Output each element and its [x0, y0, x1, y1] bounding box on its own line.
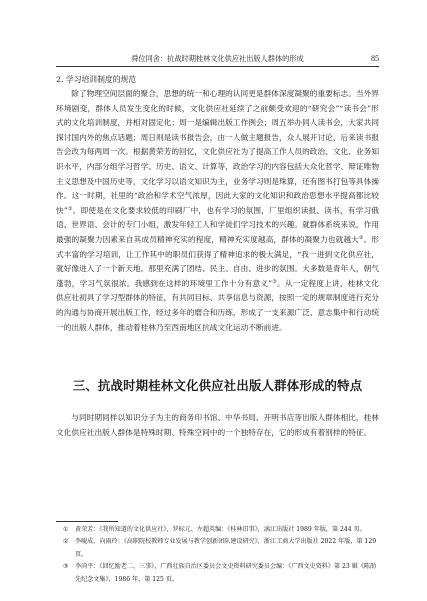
footnote-ref-2[interactable]: ② [358, 234, 364, 241]
section-heading: 三、抗战时期桂林文化供应社出版人群体形成的特点 [72, 378, 363, 393]
footnote-1-text: 黄荣芳：《我所知道的文化供应社》，罗标元、左超英编：《桂林旧事》，漓江出版社 1989 年版，第 244 页。 [75, 526, 366, 533]
running-header [56, 52, 379, 67]
page-number: 85 [371, 54, 379, 63]
footnote-2-text: 李岘成、向雨玲：《高职院校教师专业发展与教学创新团队建设研究》，浙江工商大学出版社 2022 年版，第 129 页。 [75, 538, 377, 558]
body-paragraph-1 [56, 87, 379, 335]
footnote-ref-1[interactable]: ① [67, 205, 73, 212]
footnote-3 [56, 561, 379, 586]
paragraph-1-part-3: 。形式丰富的学习培训，让工作其中的职员们获得了精神追求的极大满足，“我一进到文化供应社，就好像进入了一个新天地。那里充满了团结、民主、自由、进步的氛围。大多数是青年人，朝气蓬勃，学习气氛很浓。我感到在这样的环境里工作十分有意义” [56, 234, 380, 288]
footnote-3-text: 李尚平：《回忆励老二、三事》，广西壮族自治区委员会文史资料研究委员会编：《广西文史资料》第 23 辑《陈劭先纪念文集》，1986 年，第 125 页。 [75, 563, 377, 583]
paragraph-1-part-4: 。从一定程度上讲，桂林文化供应社初具了学习型群体的特征，有共同目标、共享信息与资源，按照一定的规章制度进行充分的沟通与协商开展出版工作，经过多年的磨合和历练，形成了一支来源广泛、意志集中和行动统一的出版人群体，推动着桂林乃至西南地区抗战文化运动不断前进。 [56, 278, 380, 332]
footnote-2 [56, 536, 379, 561]
footnote-2-number: ② [63, 538, 69, 546]
footnote-ref-3[interactable]: ③ [272, 278, 277, 285]
footnotes [56, 524, 379, 586]
footnote-3-number: ③ [63, 563, 69, 571]
footnote-divider [56, 521, 118, 522]
paragraph-2-text: 与同时期同样以知识分子为主的商务印书馆、中华书局、开明书店等出版人群体相比，桂林文化供应社出版人群体是特殊时期、特殊空间中的一个独特存在，它的形成有着别样的特征。 [56, 413, 379, 437]
subsection-heading: 2. 学习培训制度的规范 [56, 75, 137, 84]
paragraph-1-part-1: 除了物理空间层面的聚合，思想的统一和心理的认同更是群体深度凝聚的重要标志。当外界环境剧变，群体人员发生变化的时候，文化供应社延续了之前颇受欢迎的“研究会”“读书会”形式的文化培训制度，并相对固定化；周一是编辑出版工作例会；周五举办同人读书会，大家共同探讨国内外的焦点话题；周日则是读书报告会，由一人做主题报告，众人展开讨论，后来读书报告会改为每两周一次。根据黄荣芳的回忆，文化供应社为了提高工作人员的政治、文化、业务知识水平，内部分组学习哲学、历史、语文、计算等，政治学习的内容包括大众化哲学、辩证唯物主义思想及中国历史等，文化学习以语文知识为主，业务学习则是珠算，还有图书打包等具体操作。这一时期，社里的“政治和学术空气浓厚，因此大家的文化知识和政治思想水平提高都比较快” [56, 89, 380, 215]
footnote-1-number: ① [63, 526, 69, 533]
running-header-title: 舜位同舍：抗战时期桂林文化供应社出版人群体的形成 [131, 54, 304, 63]
footnote-1 [56, 524, 379, 536]
paragraph-1-part-2: 。即使是在文化要求较低的印刷厂中，也有学习的氛围，厂里组织读报、读书，有学习俄语、世界语、会计的专门小组，激发年轻工人和学徒们学习技术的兴趣。就群体系统来说，作用最强的凝聚力因素来自其成员精神充实的程度，精神充实度越高，群体的凝聚力也就越大 [56, 205, 380, 244]
body-paragraph-2 [56, 411, 379, 440]
